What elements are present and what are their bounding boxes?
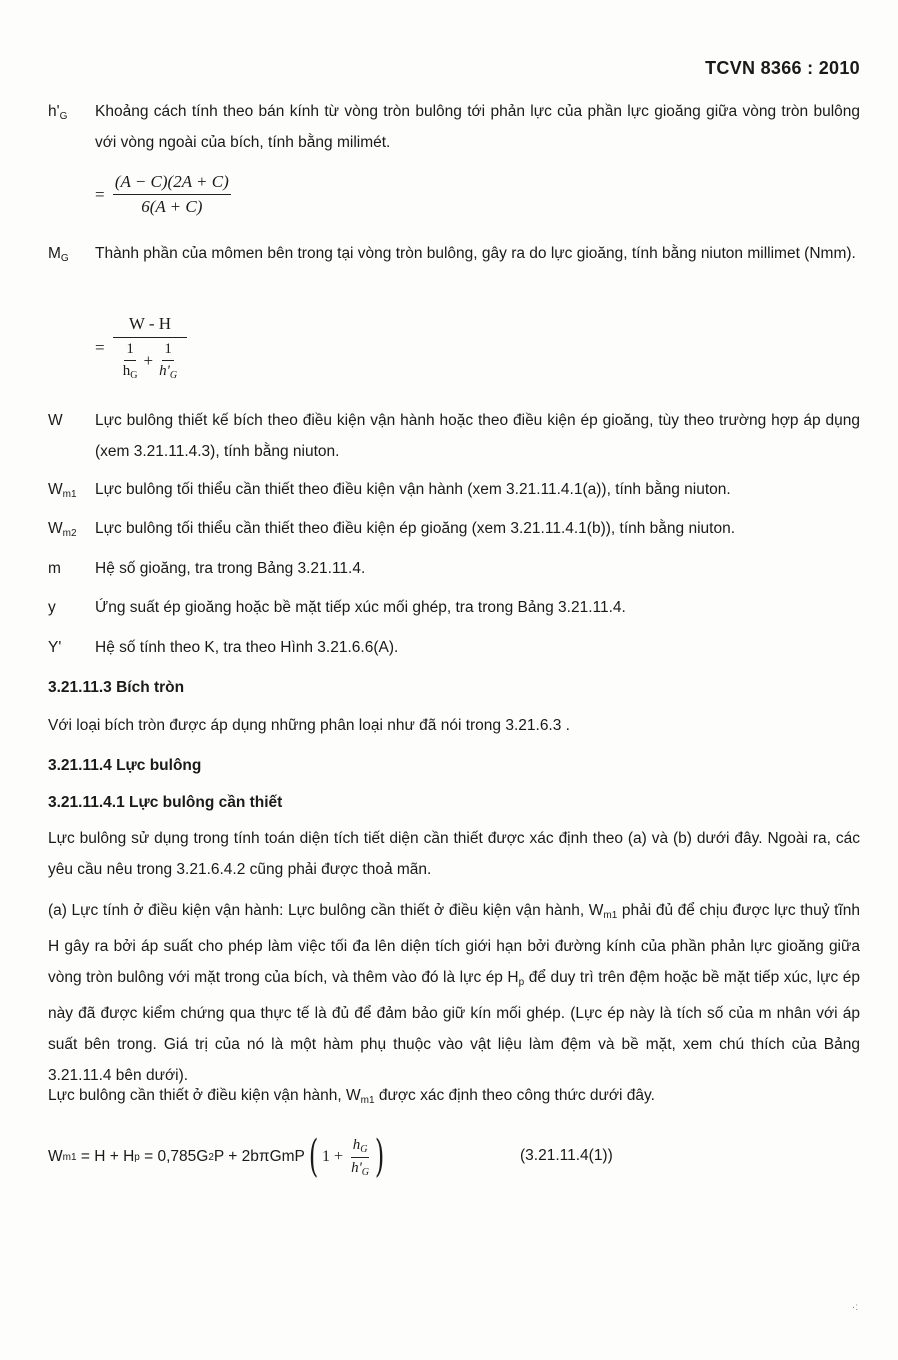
formula-denominator: 6(A + C) [141, 197, 203, 216]
definition-text: Lực bulông tối thiểu cần thiết theo điều kiện ép gioăng (xem 3.21.11.4.1(b)), tính bằng niuton. [95, 520, 735, 537]
definition-text: Hệ số gioăng, tra trong Bảng 3.21.11.4. [95, 560, 366, 577]
paragraph-operating-condition: (a) Lực tính ở điều kiện vận hành: Lực bulông cần thiết ở điều kiện vận hành, $W_{m1}$ phải đủ để chịu được lực thuỷ tĩnh H gây ra bởi áp suất cho phép làm việc tối đa lên diện tích giới hạn bởi đường kính của phần phản lực gioăng giữa vòng tròn bulông với mặt trong của bích, và thêm vào đó là lực ép $H_p$ để duy trì trên đệm hoặc bề mặt tiếp xúc, lực ép này đã được kiểm chứng qua thực tế là đủ để đảm bảo giữ kín mối ghép. (Lực ép này là tích số của m nhân với áp suất bên trong. Giá trị của nó là một hàm phụ thuộc vào vật liệu làm đệm và bề mặt, xem chú thích của Bảng 3.21.11.4 bên dưới). [48, 902, 861, 1084]
definition-m-g [48, 238, 860, 269]
definition-w [48, 405, 860, 467]
formula-numerator: (A − C)(2A + C) [113, 172, 231, 195]
definition-text: Lực bulông thiết kế bích theo điều kiện vận hành hoặc theo điều kiện ép gioăng, tùy theo trường hợp áp dụng (xem 3.21.11.4.3), tính bằng niuton. [95, 412, 860, 460]
definition-symbol: $W_{m2}$ [48, 520, 77, 539]
definition-text: Lực bulông tối thiểu cần thiết theo điều kiện vận hành (xem 3.21.11.4.1(a)), tính bằng niuton. [95, 481, 731, 498]
formula-numerator: W - H [113, 314, 187, 338]
definition-w-m1 [48, 474, 860, 505]
left-paren: ( [308, 1131, 319, 1182]
scan-specks: ·: [851, 1302, 858, 1313]
definition-symbol: m [48, 560, 61, 577]
definition-symbol: Y' [48, 639, 62, 656]
definition-y [48, 592, 860, 623]
definition-text: Khoảng cách tính theo bán kính từ vòng tròn bulông tới phản lực của phần lực gioăng giữa vòng tròn bulông với vòng ngoài của bích, tính bằng milimét. [95, 103, 860, 151]
formula-m-g: = W - H $\frac{1}{h_G}$ + $\frac{1}{h'_G}$ [95, 314, 187, 381]
definition-symbol: $M_G$ [48, 245, 69, 264]
section-heading-3-21-11-4-1: 3.21.11.4.1 Lực bulông cần thiết [48, 794, 283, 811]
definition-h-prime-g [48, 96, 860, 158]
section-text-3-21-11-3: Với loại bích tròn được áp dụng những phân loại như đã nói trong 3.21.6.3 . [48, 717, 570, 734]
paragraph-operating-condition-end: Lực bulông cần thiết ở điều kiện vận hành, $W_{m1}$ được xác định theo công thức dưới đây. [48, 1087, 655, 1106]
definition-text: Ứng suất ép gioăng hoặc bề mặt tiếp xúc mối ghép, tra trong Bảng 3.21.11.4. [95, 599, 626, 616]
equation-w-m1: W m1 = H + H p = 0,785G 2 P + 2bπGmP ( 1 + $\frac{h_G}{h'_G}$ ) [48, 1131, 385, 1182]
section-heading-3-21-11-3: 3.21.11.3 Bích tròn [48, 679, 185, 696]
definition-text: Hệ số tính theo K, tra theo Hình 3.21.6.6(A). [95, 639, 399, 656]
definition-symbol: y [48, 599, 56, 616]
document-header: TCVN 8366 : 2010 [705, 58, 860, 78]
definition-y-prime [48, 632, 860, 663]
definition-symbol: $W_{m1}$ [48, 481, 77, 500]
definition-text: Thành phần của mômen bên trong tại vòng tròn bulông, gây ra do lực gioăng, tính bằng niuton millimet (Nmm). [95, 245, 856, 262]
paragraph-requirements: Lực bulông sử dụng trong tính toán diện tích tiết diện cần thiết được xác định theo (a) và (b) dưới đây. Ngoài ra, các yêu cầu nêu trong 3.21.6.4.2 cũng phải được thoả mãn. [48, 830, 860, 878]
formula-h-prime-g: = $\frac{(A - C)(2A + C)}{6(A + C)}$ [95, 172, 229, 216]
definition-m [48, 553, 860, 584]
section-heading-3-21-11-4: 3.21.11.4 Lực bulông [48, 757, 202, 774]
right-paren: ) [374, 1131, 385, 1182]
definition-w-m2 [48, 513, 860, 544]
equation-number: (3.21.11.4(1)) [520, 1147, 613, 1164]
definition-symbol: W [48, 412, 63, 429]
definition-symbol: $h'_G$ [48, 103, 68, 122]
